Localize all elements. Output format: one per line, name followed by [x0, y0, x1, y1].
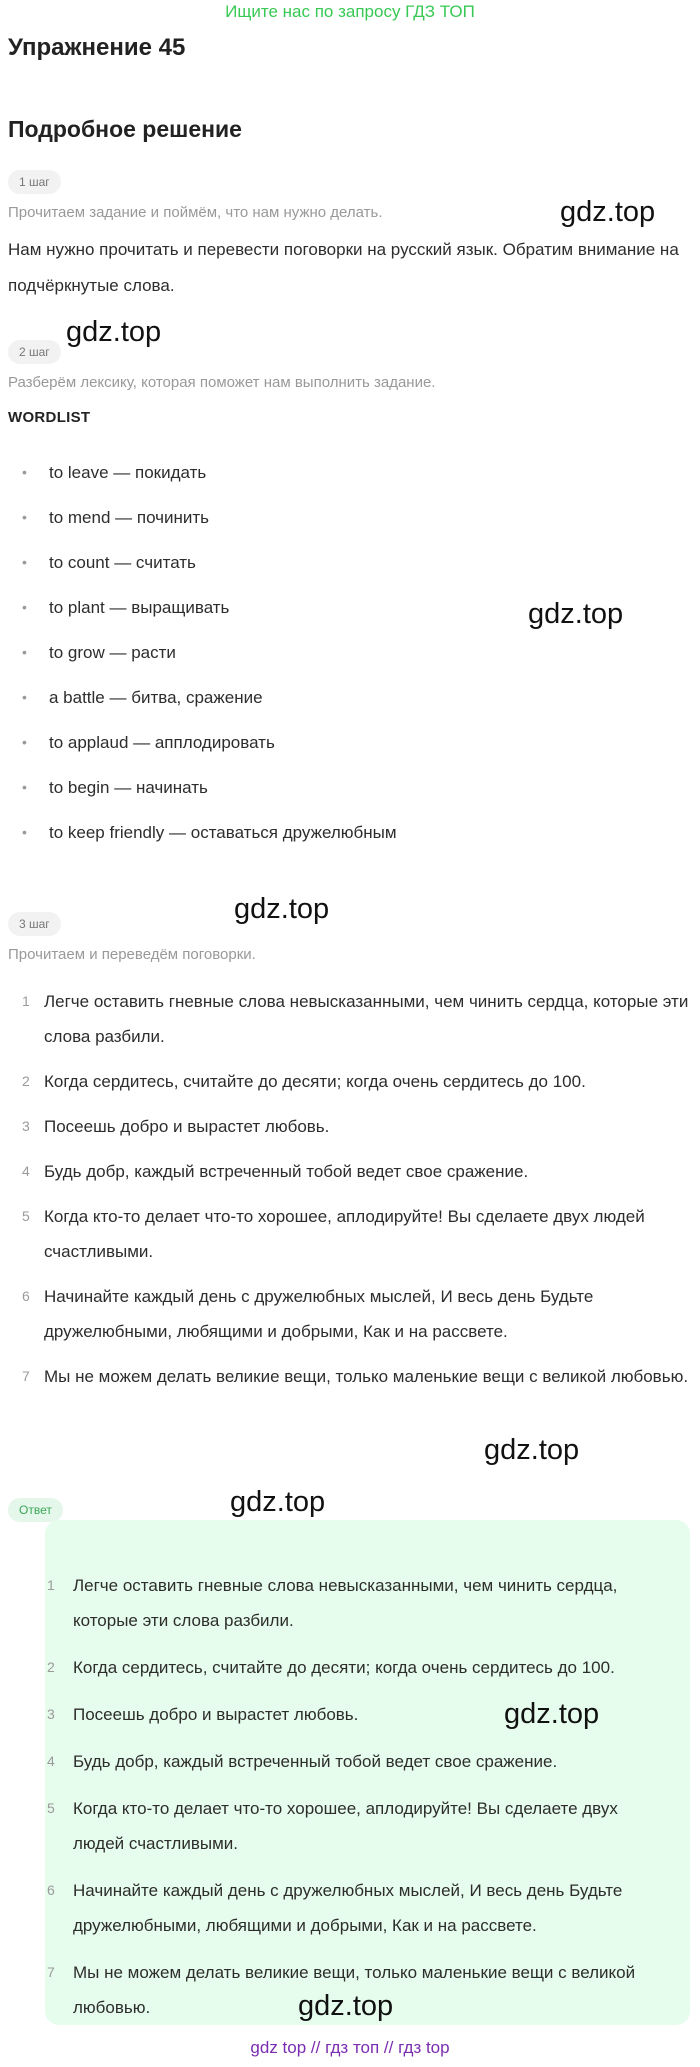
item-number: 2	[22, 1073, 30, 1089]
item-number: 2	[47, 1659, 55, 1675]
list-item	[22, 984, 690, 1054]
watermark: gdz.top	[234, 893, 330, 925]
list-item	[47, 1568, 667, 1638]
item-number: 7	[22, 1368, 30, 1384]
wordlist-item: • to leave — покидать	[20, 452, 397, 497]
item-text: Будь добр, каждый встреченный тобой ведет свое сражение.	[73, 1752, 558, 1771]
item-text: Будь добр, каждый встреченный тобой ведет свое сражение.	[44, 1162, 529, 1181]
item-number: 7	[47, 1964, 55, 1980]
wordlist-item: • to applaud — апплодировать	[20, 722, 397, 767]
wordlist-item: • to count — считать	[20, 542, 397, 587]
footer-links[interactable]: gdz top // гдз топ // гдз top	[250, 2038, 450, 2057]
item-text: Мы не можем делать великие вещи, только маленькие вещи с великой любовью.	[73, 1963, 636, 2017]
list-item	[47, 1873, 667, 1943]
item-text: Начинайте каждый день с дружелюбных мыслей, И весь день Будьте дружелюбными, любящими и добрыми, Как и на рассвете.	[73, 1881, 623, 1935]
list-item	[22, 1064, 690, 1099]
item-text: Начинайте каждый день с дружелюбных мыслей, И весь день Будьте дружелюбными, любящими и добрыми, Как и на рассвете.	[44, 1287, 594, 1341]
watermark: gdz.top	[484, 1434, 580, 1466]
search-banner[interactable]: Ищите нас по запросу ГДЗ ТОП	[225, 2, 475, 21]
wordlist-item: • to plant — выращивать	[20, 587, 397, 632]
list-item	[47, 1744, 667, 1779]
section-title: Подробное решение	[8, 116, 242, 142]
page-title: Упражнение 45	[8, 34, 186, 61]
item-number: 1	[47, 1577, 55, 1593]
sayings-list	[22, 984, 690, 1404]
wordlist-item: • to mend — починить	[20, 497, 397, 542]
item-number: 5	[22, 1208, 30, 1224]
item-text: Мы не можем делать великие вещи, только маленькие вещи с великой любовью.	[44, 1367, 689, 1386]
wordlist-item: • to grow — расти	[20, 632, 397, 677]
watermark: gdz.top	[298, 1990, 394, 2022]
list-item	[47, 1650, 667, 1685]
watermark: gdz.top	[66, 316, 162, 348]
item-number: 3	[47, 1706, 55, 1722]
item-text: Когда сердитесь, считайте до десяти; когда очень сердитесь до 100.	[73, 1658, 615, 1677]
wordlist-title: WORDLIST	[8, 409, 91, 426]
step-3-badge: 3 шаг	[8, 912, 61, 936]
list-item	[22, 1359, 690, 1394]
item-text: Когда кто-то делает что-то хорошее, аплодируйте! Вы сделаете двух людей счастливыми.	[44, 1207, 645, 1261]
item-text: Посеешь добро и вырастет любовь.	[44, 1117, 330, 1136]
answer-list	[47, 1568, 667, 2037]
wordlist-item: • a battle — битва, сражение	[20, 677, 397, 722]
item-number: 6	[22, 1288, 30, 1304]
step-3-hint: Прочитаем и переведём поговорки.	[8, 946, 256, 963]
wordlist	[20, 452, 397, 857]
watermark: gdz.top	[230, 1486, 326, 1518]
step-1-text: Нам нужно прочитать и перевести поговорки на русский язык. Обратим внимание на подчёркнутые слова.	[8, 240, 679, 295]
wordlist-item: • to keep friendly — оставаться дружелюбным	[20, 812, 397, 857]
item-text: Легче оставить гневные слова невысказанными, чем чинить сердца, которые эти слова разбили.	[73, 1576, 618, 1630]
watermark: gdz.top	[504, 1698, 600, 1730]
wordlist-item: • to begin — начинать	[20, 767, 397, 812]
item-text: Когда сердитесь, считайте до десяти; когда очень сердитесь до 100.	[44, 1072, 586, 1091]
step-2-hint: Разберём лексику, которая поможет нам выполнить задание.	[8, 374, 436, 391]
step-1-badge: 1 шаг	[8, 170, 61, 194]
list-item	[22, 1109, 690, 1144]
item-number: 1	[22, 993, 30, 1009]
list-item	[22, 1154, 690, 1189]
list-item	[47, 1791, 667, 1861]
watermark: gdz.top	[528, 598, 624, 630]
item-text: Легче оставить гневные слова невысказанными, чем чинить сердца, которые эти слова разбили.	[44, 992, 689, 1046]
item-text: Когда кто-то делает что-то хорошее, аплодируйте! Вы сделаете двух людей счастливыми.	[73, 1799, 618, 1853]
watermark: gdz.top	[560, 196, 656, 228]
item-number: 4	[22, 1163, 30, 1179]
list-item	[22, 1279, 690, 1349]
item-number: 3	[22, 1118, 30, 1134]
item-text: Посеешь добро и вырастет любовь.	[73, 1705, 359, 1724]
answer-badge: Ответ	[8, 1498, 63, 1522]
item-number: 6	[47, 1882, 55, 1898]
list-item	[22, 1199, 690, 1269]
item-number: 4	[47, 1753, 55, 1769]
item-number: 5	[47, 1800, 55, 1816]
step-2-badge: 2 шаг	[8, 340, 61, 364]
step-1-hint: Прочитаем задание и поймём, что нам нужно делать.	[8, 204, 383, 221]
